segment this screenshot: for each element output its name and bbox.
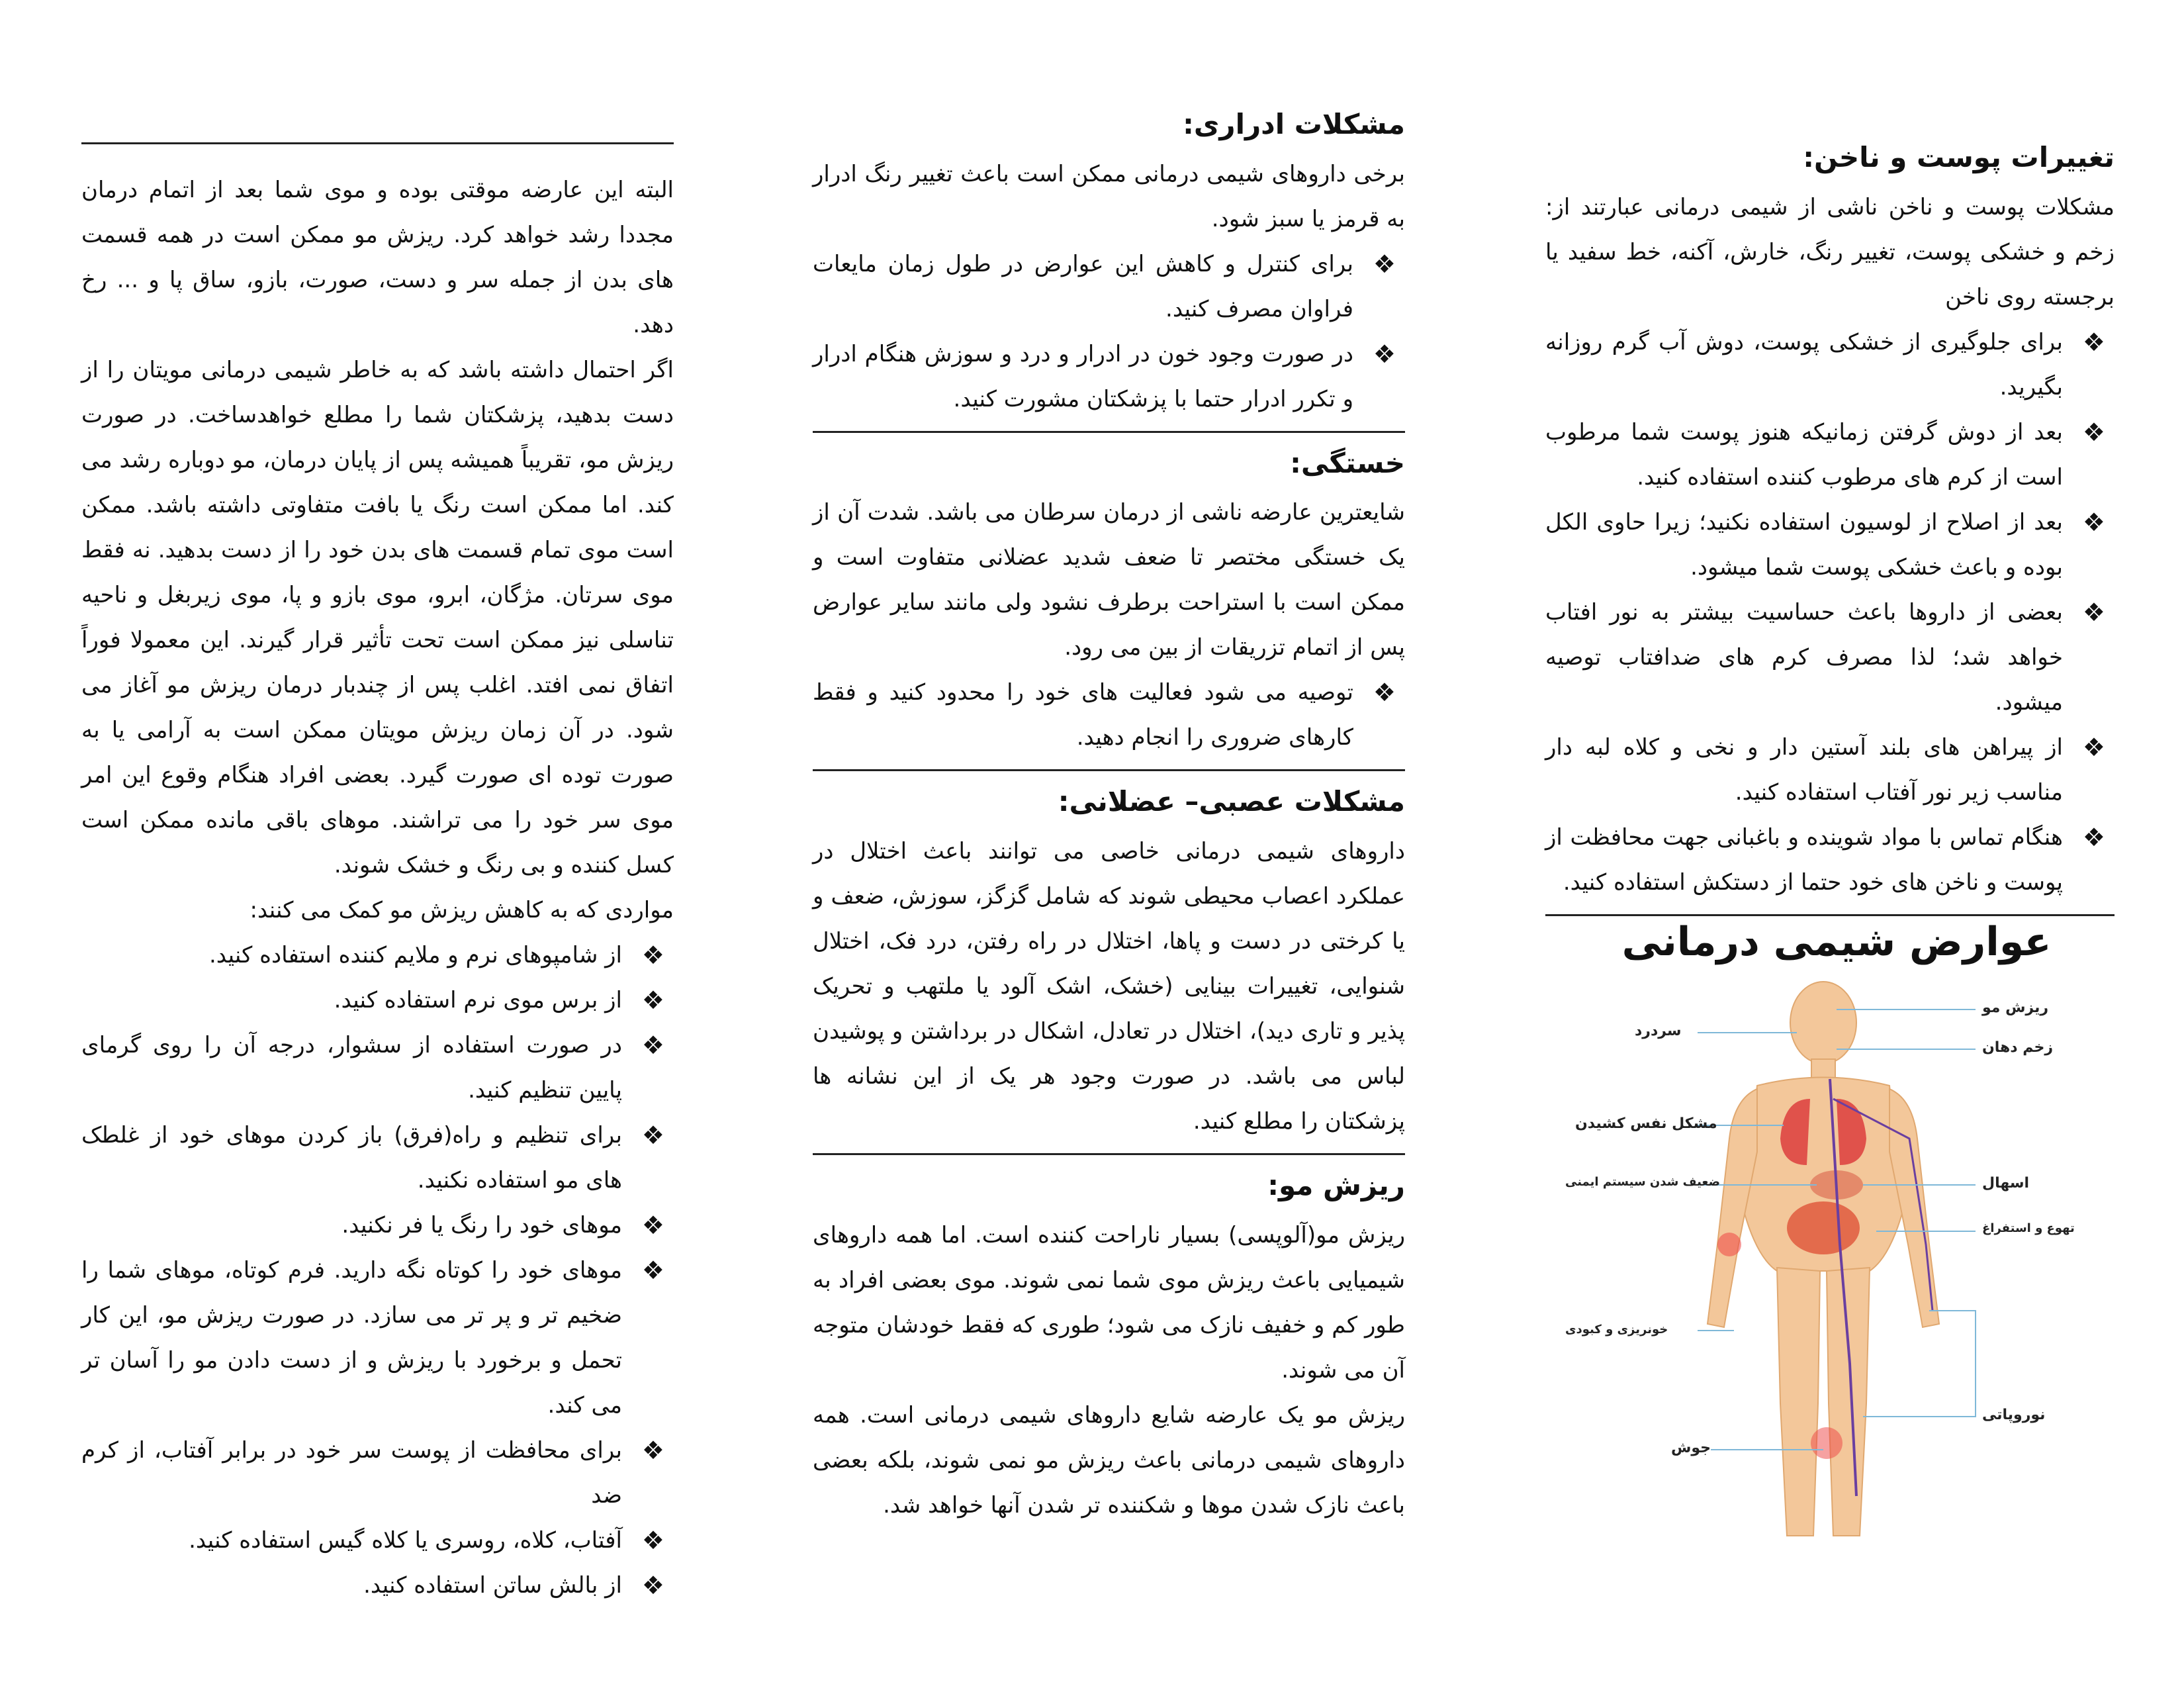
bullet-diamond-icon: ❖ bbox=[2082, 417, 2105, 447]
list-item: ❖ از بالش ساتن استفاده کنید. bbox=[81, 1563, 674, 1608]
hairloss-heading: ریزش مو: bbox=[1267, 1169, 1405, 1202]
hairloss-detail-paragraph: اگر احتمال داشته باشد که به خاطر شیمی درمانی مویتان را از دست بدهید، پزشکتان شما را مطلع خواهدساخت. در صورت ریزش مو، تقریباً همیشه پس از پایان درمان، مو دوباره رشد می کند. اما ممکن است رنگ یا بافت متفاوتی داشته باشد. ممکن است موی تمام قسمت های بدن خود را از دست بدهید. نه فقط موی سرتان. مژگان، ابرو، موی بازو و پا، موی زیربغل و ناحیه تناسلی نیز ممکن است تحت تأثیر قرار گیرند. این معمولا فوراً اتفاق نمی افتد. اغلب پس از چندبار درمان ریزش مو آغاز می شود. در آن زمان ریزش مویتان ممکن است به آرامی یا به صورت توده ای صورت گیرد. بعضی افراد هنگام وقوع این امر موی سر خود را می تراشند. موهای باقی مانده ممکن است کسل کننده و بی رنگ و خشک شوند. bbox=[81, 357, 674, 878]
bullet-diamond-icon: ❖ bbox=[641, 1211, 664, 1240]
bullet-diamond-icon: ❖ bbox=[1373, 249, 1396, 279]
bullet-diamond-icon: ❖ bbox=[2082, 597, 2105, 627]
bullet-diamond-icon: ❖ bbox=[641, 941, 664, 970]
divider bbox=[813, 769, 1405, 771]
list-item: ❖ برای جلوگیری از خشکی پوست، دوش آب گرم روزانه بگیرید. bbox=[1545, 320, 2115, 410]
label-neuropathy: نوروپاتی bbox=[1982, 1407, 2046, 1423]
bullet-diamond-icon: ❖ bbox=[641, 1256, 664, 1285]
bullet-diamond-icon: ❖ bbox=[641, 1526, 664, 1555]
label-bleeding: خونریزی و کبودی bbox=[1565, 1323, 1668, 1336]
list-item: ❖ در صورت وجود خون در ادرار و درد و سوزش هنگام ادرار و تکرر ادرار حتما با پزشکتان مشورت کنید. bbox=[813, 332, 1405, 422]
urinary-paragraph: برخی داروهای شیمی درمانی ممکن است باعث تغییر رنگ ادرار به قرمز یا سبز شود. bbox=[813, 160, 1405, 232]
bullet-diamond-icon: ❖ bbox=[641, 986, 664, 1015]
bullet-diamond-icon: ❖ bbox=[2082, 822, 2105, 852]
neuro-heading: مشکلات عصبی– عضلانی: bbox=[1058, 785, 1405, 818]
list-item: ❖ توصیه می شود فعالیت های خود را محدود کنید و فقط کارهای ضروری را انجام دهید. bbox=[813, 670, 1405, 760]
right-column bbox=[1545, 0, 2115, 928]
divider bbox=[813, 431, 1405, 433]
urinary-list bbox=[813, 242, 1405, 422]
label-breathing: مشکل نفس کشیدن bbox=[1575, 1115, 1717, 1132]
divider bbox=[813, 1153, 1405, 1155]
label-acne: جوش bbox=[1671, 1440, 1711, 1456]
hair-tips-intro: مواردی که به کاهش ریزش مو کمک می کنند: bbox=[250, 897, 674, 923]
list-item: ❖ بعضی از داروها باعث حساسیت بیشتر به نور افتاب خواهد شد؛ لذا مصرف کرم های ضدافتاب توصیه میشود. bbox=[1545, 590, 2115, 725]
figure-title: عوارض شیمی درمانی bbox=[1621, 919, 2052, 965]
bullet-diamond-icon: ❖ bbox=[641, 1031, 664, 1060]
fatigue-heading: خستگی: bbox=[1290, 446, 1405, 479]
chemo-side-effects-figure bbox=[1559, 900, 2115, 1562]
skin-paragraph: مشکلات پوست و ناخن ناشی از شیمی درمانی عبارتند از: زخم و خشکی پوست، تغییر رنگ، خارش، آکنه، خط سفید یا برجسته روی ناخن bbox=[1545, 193, 2115, 310]
label-nausea: تهوع و استفراغ bbox=[1982, 1221, 2075, 1235]
middle-column bbox=[813, 0, 1405, 1528]
list-item: ❖ برای تنظیم و راه(فرق) باز کردن موهای خود از غلطک های مو استفاده نکنید. bbox=[81, 1113, 674, 1203]
bullet-diamond-icon: ❖ bbox=[2082, 507, 2105, 537]
urinary-heading: مشکلات ادراری: bbox=[1183, 108, 1405, 140]
label-diarrhea: اسهال bbox=[1982, 1175, 2030, 1192]
skin-list bbox=[1545, 320, 2115, 905]
bullet-diamond-icon: ❖ bbox=[1373, 339, 1396, 369]
list-item: ❖ بعد از اصلاح از لوسیون استفاده نکنید؛ زیرا حاوی الکل بوده و باعث خشکی پوست شما میشود. bbox=[1545, 500, 2115, 590]
list-item: ❖ در صورت استفاده از سشوار، درجه آن را روی گرمای پایین تنظیم کنید. bbox=[81, 1023, 674, 1113]
bullet-diamond-icon: ❖ bbox=[641, 1571, 664, 1600]
bullet-diamond-icon: ❖ bbox=[641, 1121, 664, 1150]
bullet-diamond-icon: ❖ bbox=[641, 1436, 664, 1465]
neuro-paragraph: داروهای شیمی درمانی خاصی می توانند باعث اختلال در عملکرد اعصاب محیطی شوند که شامل گزگز، سوزش، ضعف و یا کرختی در دست و پاها، اختلال در راه رفتن، درد فک، اختلال شنوایی، تغییرات بینایی (خشک، اشک آلود یا ملتهب و تحریک پذیر و تاری دید)، اختلال در تعادل، اشکال در برداشتن و پوشیدن لباس می باشد. در صورت وجود هر یک از این نشانه ها پزشکتان را مطلع کنید. bbox=[813, 838, 1405, 1135]
label-headache: سردرد bbox=[1635, 1023, 1682, 1039]
list-item: ❖ آفتاب، کلاه، روسری یا کلاه گیس استفاده کنید. bbox=[81, 1518, 674, 1563]
divider bbox=[81, 142, 674, 144]
list-item: ❖ از شامپوهای نرم و ملایم کننده استفاده کنید. bbox=[81, 933, 674, 978]
skin-heading: تغییرات پوست و ناخن: bbox=[1803, 141, 2115, 173]
list-item: ❖ موهای خود را کوتاه نگه دارید. فرم کوتاه، موهای شما را ضخیم تر و پر تر می سازد. در صورت ریزش مو، این کار تحمل و برخورد با ریزش و از دست دادن مو را آسان تر می کند. bbox=[81, 1248, 674, 1428]
label-immune: ضعیف شدن سیستم ایمنی bbox=[1565, 1175, 1720, 1189]
bullet-diamond-icon: ❖ bbox=[2082, 327, 2105, 357]
fatigue-list bbox=[813, 670, 1405, 760]
fatigue-paragraph: شایعترین عارضه ناشی از درمان سرطان می باشد. شدت آن از یک خستگی مختصر تا ضعف شدید عضلانی متفاوت است و ممکن است با استراحت برطرف نشود ولی مانند سایر عوارض پس از اتمام تزریقات از بین می رود. bbox=[813, 499, 1405, 661]
bullet-diamond-icon: ❖ bbox=[1373, 678, 1396, 708]
hair-tips-list bbox=[81, 933, 674, 1608]
list-item: ❖ از پیراهن های بلند آستین دار و نخی و کلاه لبه دار مناسب زیر نور آفتاب استفاده کنید. bbox=[1545, 725, 2115, 815]
list-item: ❖ موهای خود را رنگ یا فر نکنید. bbox=[81, 1203, 674, 1248]
bullet-diamond-icon: ❖ bbox=[2082, 732, 2105, 762]
label-mouth-sores: زخم دهان bbox=[1982, 1039, 2054, 1056]
list-item: ❖ برای کنترل و کاهش این عوارض در طول زمان مایعات فراوان مصرف کنید. bbox=[813, 242, 1405, 332]
list-item: ❖ هنگام تماس با مواد شوینده و باغبانی جهت محافظت از پوست و ناخن های خود حتما از دستکش استفاده کنید. bbox=[1545, 815, 2115, 905]
hairloss-paragraph-1: ریزش مو(آلوپسی) بسیار ناراحت کننده است. اما همه داروهای شیمیایی باعث ریزش موی شما نمی شوند. موی بعضی افراد به طور کم و خفیف نازک می شود؛ طوری که فقط خودشان متوجه آن می شوند. bbox=[813, 1221, 1405, 1383]
list-item: ❖ برای محافظت از پوست سر خود در برابر آفتاب، از کرم ضد bbox=[81, 1428, 674, 1518]
left-column bbox=[81, 0, 674, 1608]
label-hair-loss: ریزش مو bbox=[1982, 1000, 2049, 1016]
list-item: ❖ بعد از دوش گرفتن زمانیکه هنوز پوست شما مرطوب است از کرم های مرطوب کننده استفاده کنید. bbox=[1545, 410, 2115, 500]
hairloss-continued-paragraph: البته این عارضه موقتی بوده و موی شما بعد از اتمام درمان مجددا رشد خواهد کرد. ریزش مو ممکن است در همه قسمت های بدن از جمله سر و دست، صورت، بازو، ساق پا و ... رخ دهد. bbox=[81, 177, 674, 338]
hairloss-paragraph-2: ریزش مو یک عارضه شایع داروهای شیمی درمانی است. همه داروهای شیمی درمانی باعث ریزش مو نمی شوند، بلکه بعضی باعث نازک شدن موها و شکننده تر شدن آنها خواهد شد. bbox=[813, 1401, 1405, 1519]
list-item: ❖ از برس موی نرم استفاده کنید. bbox=[81, 978, 674, 1023]
